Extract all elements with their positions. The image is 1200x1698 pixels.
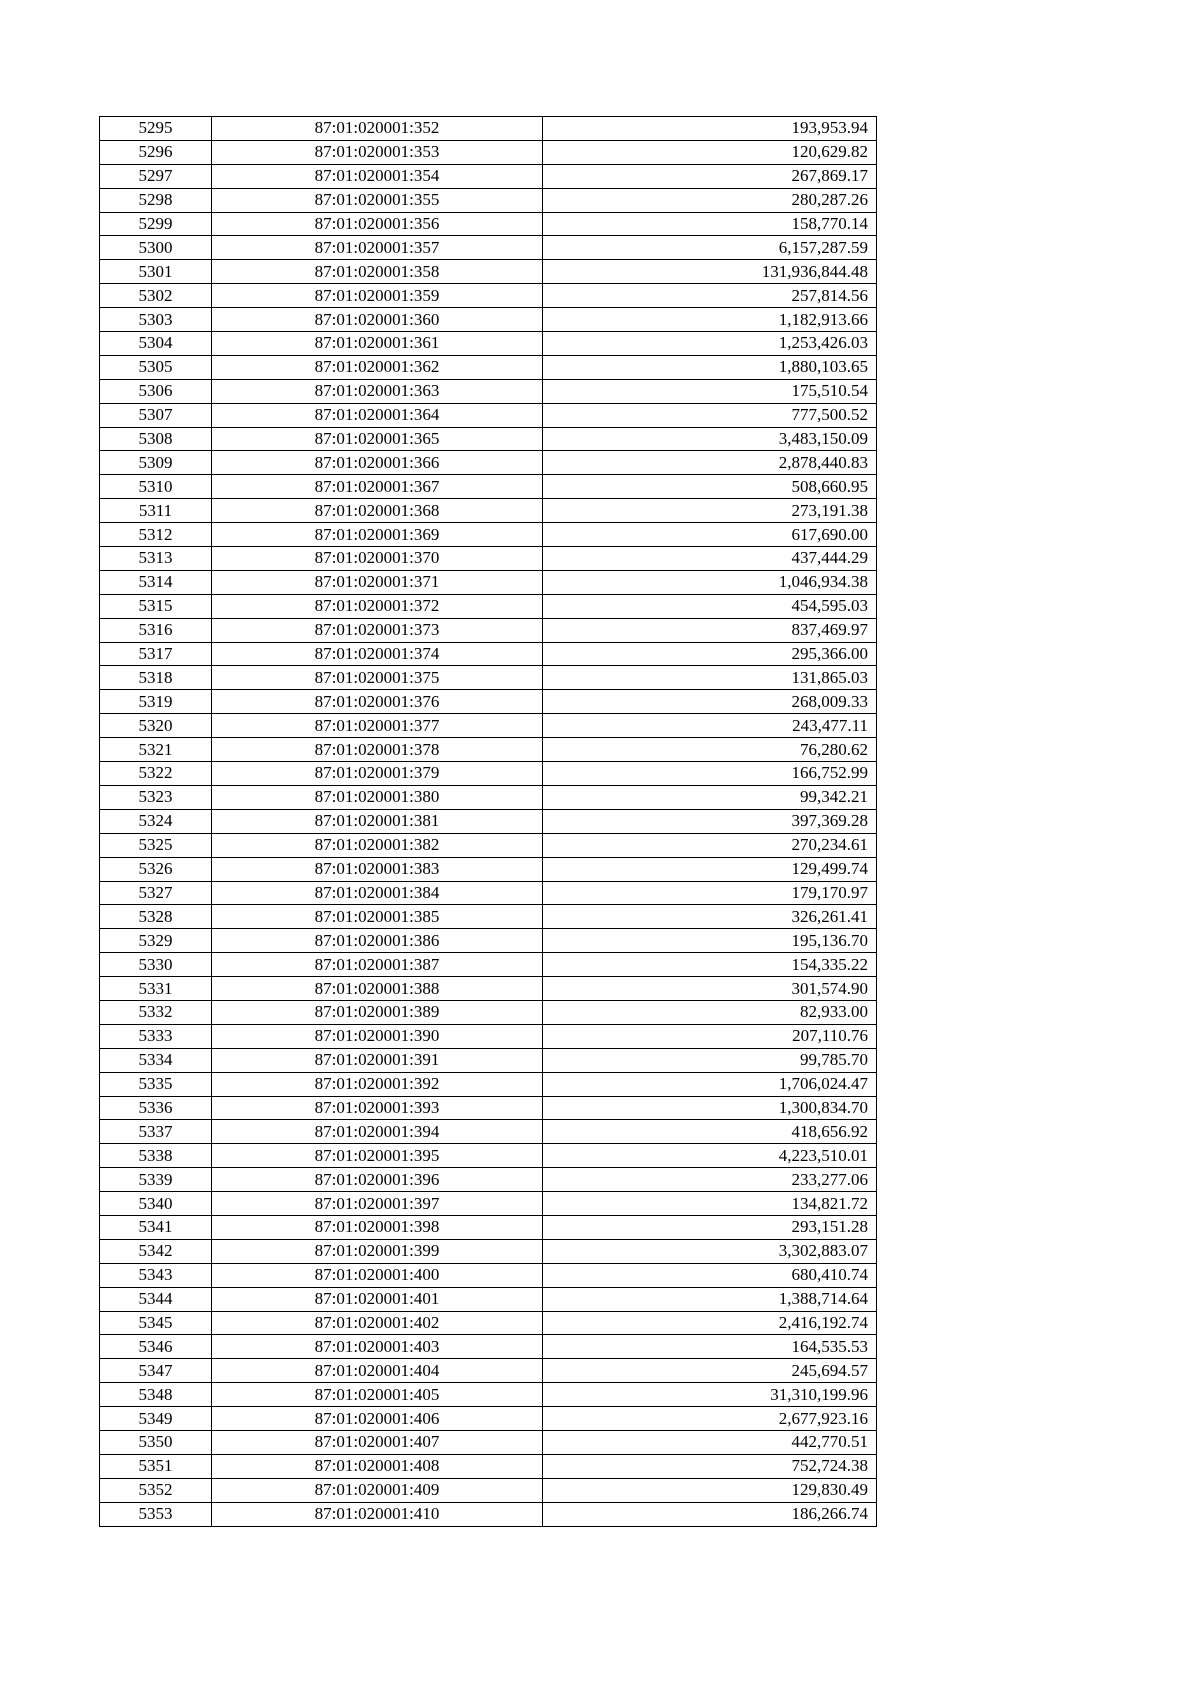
table-row xyxy=(100,1478,877,1502)
cadastral-number-cell: 87:01:020001:393 xyxy=(212,1096,543,1120)
value-cell: 454,595.03 xyxy=(543,594,877,618)
cadastral-number-cell: 87:01:020001:375 xyxy=(212,666,543,690)
value-cell: 1,388,714.64 xyxy=(543,1287,877,1311)
value-cell: 4,223,510.01 xyxy=(543,1144,877,1168)
cadastral-number-cell: 87:01:020001:386 xyxy=(212,929,543,953)
row-number-cell: 5312 xyxy=(100,523,212,547)
table-row xyxy=(100,1024,877,1048)
value-cell: 31,310,199.96 xyxy=(543,1383,877,1407)
row-number-cell: 5310 xyxy=(100,475,212,499)
cadastral-number-cell: 87:01:020001:396 xyxy=(212,1168,543,1192)
table-row xyxy=(100,977,877,1001)
table-row xyxy=(100,475,877,499)
table-row xyxy=(100,355,877,379)
value-cell: 442,770.51 xyxy=(543,1430,877,1454)
cadastral-number-cell: 87:01:020001:391 xyxy=(212,1048,543,1072)
row-number-cell: 5332 xyxy=(100,1000,212,1024)
table-row xyxy=(100,1407,877,1431)
cadastral-number-cell: 87:01:020001:378 xyxy=(212,738,543,762)
row-number-cell: 5345 xyxy=(100,1311,212,1335)
cadastral-number-cell: 87:01:020001:407 xyxy=(212,1430,543,1454)
value-cell: 245,694.57 xyxy=(543,1359,877,1383)
cadastral-number-cell: 87:01:020001:364 xyxy=(212,403,543,427)
row-number-cell: 5322 xyxy=(100,762,212,786)
cadastral-number-cell: 87:01:020001:409 xyxy=(212,1478,543,1502)
row-number-cell: 5307 xyxy=(100,403,212,427)
cadastral-number-cell: 87:01:020001:398 xyxy=(212,1215,543,1239)
row-number-cell: 5352 xyxy=(100,1478,212,1502)
cadastral-number-cell: 87:01:020001:382 xyxy=(212,833,543,857)
table-row xyxy=(100,1335,877,1359)
cadastral-number-cell: 87:01:020001:399 xyxy=(212,1239,543,1263)
cadastral-number-cell: 87:01:020001:352 xyxy=(212,117,543,141)
value-cell: 301,574.90 xyxy=(543,977,877,1001)
value-cell: 1,300,834.70 xyxy=(543,1096,877,1120)
table-row xyxy=(100,1311,877,1335)
value-cell: 120,629.82 xyxy=(543,140,877,164)
value-cell: 129,499.74 xyxy=(543,857,877,881)
value-cell: 680,410.74 xyxy=(543,1263,877,1287)
row-number-cell: 5353 xyxy=(100,1502,212,1526)
value-cell: 131,865.03 xyxy=(543,666,877,690)
cadastral-number-cell: 87:01:020001:372 xyxy=(212,594,543,618)
row-number-cell: 5304 xyxy=(100,332,212,356)
table-row xyxy=(100,523,877,547)
value-cell: 158,770.14 xyxy=(543,212,877,236)
cadastral-number-cell: 87:01:020001:394 xyxy=(212,1120,543,1144)
table-row xyxy=(100,1168,877,1192)
row-number-cell: 5320 xyxy=(100,714,212,738)
row-number-cell: 5298 xyxy=(100,188,212,212)
row-number-cell: 5347 xyxy=(100,1359,212,1383)
row-number-cell: 5328 xyxy=(100,905,212,929)
row-number-cell: 5309 xyxy=(100,451,212,475)
row-number-cell: 5339 xyxy=(100,1168,212,1192)
cadastral-number-cell: 87:01:020001:365 xyxy=(212,427,543,451)
value-cell: 418,656.92 xyxy=(543,1120,877,1144)
table-row xyxy=(100,260,877,284)
cadastral-number-cell: 87:01:020001:380 xyxy=(212,785,543,809)
cadastral-number-cell: 87:01:020001:379 xyxy=(212,762,543,786)
value-cell: 1,253,426.03 xyxy=(543,332,877,356)
table-row xyxy=(100,1287,877,1311)
table-row xyxy=(100,427,877,451)
row-number-cell: 5344 xyxy=(100,1287,212,1311)
row-number-cell: 5350 xyxy=(100,1430,212,1454)
table-row xyxy=(100,642,877,666)
cadastral-number-cell: 87:01:020001:374 xyxy=(212,642,543,666)
value-cell: 295,366.00 xyxy=(543,642,877,666)
table-row xyxy=(100,1359,877,1383)
table-row xyxy=(100,403,877,427)
value-cell: 6,157,287.59 xyxy=(543,236,877,260)
value-cell: 280,287.26 xyxy=(543,188,877,212)
row-number-cell: 5301 xyxy=(100,260,212,284)
value-cell: 1,706,024.47 xyxy=(543,1072,877,1096)
table-row xyxy=(100,332,877,356)
row-number-cell: 5306 xyxy=(100,379,212,403)
cadastral-number-cell: 87:01:020001:384 xyxy=(212,881,543,905)
value-cell: 837,469.97 xyxy=(543,618,877,642)
row-number-cell: 5327 xyxy=(100,881,212,905)
value-cell: 777,500.52 xyxy=(543,403,877,427)
cadastral-number-cell: 87:01:020001:368 xyxy=(212,499,543,523)
table-row xyxy=(100,1000,877,1024)
row-number-cell: 5340 xyxy=(100,1192,212,1216)
value-cell: 270,234.61 xyxy=(543,833,877,857)
value-cell: 437,444.29 xyxy=(543,547,877,571)
table-row xyxy=(100,1096,877,1120)
value-cell: 267,869.17 xyxy=(543,164,877,188)
row-number-cell: 5331 xyxy=(100,977,212,1001)
table-row xyxy=(100,809,877,833)
value-cell: 175,510.54 xyxy=(543,379,877,403)
row-number-cell: 5334 xyxy=(100,1048,212,1072)
table-row xyxy=(100,1263,877,1287)
value-cell: 397,369.28 xyxy=(543,809,877,833)
value-cell: 166,752.99 xyxy=(543,762,877,786)
table-row xyxy=(100,164,877,188)
cadastral-number-cell: 87:01:020001:404 xyxy=(212,1359,543,1383)
cadastral-number-cell: 87:01:020001:376 xyxy=(212,690,543,714)
cadastral-number-cell: 87:01:020001:406 xyxy=(212,1407,543,1431)
table-row xyxy=(100,1120,877,1144)
cadastral-number-cell: 87:01:020001:377 xyxy=(212,714,543,738)
row-number-cell: 5295 xyxy=(100,117,212,141)
table-row xyxy=(100,1430,877,1454)
table-row xyxy=(100,570,877,594)
cadastral-number-cell: 87:01:020001:357 xyxy=(212,236,543,260)
row-number-cell: 5302 xyxy=(100,284,212,308)
cadastral-number-cell: 87:01:020001:359 xyxy=(212,284,543,308)
row-number-cell: 5329 xyxy=(100,929,212,953)
row-number-cell: 5338 xyxy=(100,1144,212,1168)
row-number-cell: 5348 xyxy=(100,1383,212,1407)
value-cell: 76,280.62 xyxy=(543,738,877,762)
cadastral-number-cell: 87:01:020001:354 xyxy=(212,164,543,188)
table-row xyxy=(100,1072,877,1096)
cadastral-number-cell: 87:01:020001:369 xyxy=(212,523,543,547)
value-cell: 2,677,923.16 xyxy=(543,1407,877,1431)
table-row xyxy=(100,236,877,260)
table-row xyxy=(100,785,877,809)
table-row xyxy=(100,284,877,308)
table-row xyxy=(100,857,877,881)
cadastral-number-cell: 87:01:020001:401 xyxy=(212,1287,543,1311)
cadastral-number-cell: 87:01:020001:360 xyxy=(212,308,543,332)
cadastral-number-cell: 87:01:020001:408 xyxy=(212,1454,543,1478)
table-row xyxy=(100,1383,877,1407)
table-row xyxy=(100,140,877,164)
table-row xyxy=(100,618,877,642)
table-row xyxy=(100,1144,877,1168)
row-number-cell: 5314 xyxy=(100,570,212,594)
row-number-cell: 5333 xyxy=(100,1024,212,1048)
value-cell: 82,933.00 xyxy=(543,1000,877,1024)
cadastral-number-cell: 87:01:020001:381 xyxy=(212,809,543,833)
value-cell: 752,724.38 xyxy=(543,1454,877,1478)
row-number-cell: 5297 xyxy=(100,164,212,188)
value-cell: 2,878,440.83 xyxy=(543,451,877,475)
cadastral-number-cell: 87:01:020001:353 xyxy=(212,140,543,164)
value-cell: 154,335.22 xyxy=(543,953,877,977)
cadastral-number-cell: 87:01:020001:373 xyxy=(212,618,543,642)
table-row xyxy=(100,905,877,929)
value-cell: 268,009.33 xyxy=(543,690,877,714)
table-row xyxy=(100,833,877,857)
table-row xyxy=(100,929,877,953)
row-number-cell: 5308 xyxy=(100,427,212,451)
value-cell: 3,483,150.09 xyxy=(543,427,877,451)
cadastral-number-cell: 87:01:020001:371 xyxy=(212,570,543,594)
row-number-cell: 5300 xyxy=(100,236,212,260)
cadastral-number-cell: 87:01:020001:358 xyxy=(212,260,543,284)
value-cell: 186,266.74 xyxy=(543,1502,877,1526)
value-cell: 1,182,913.66 xyxy=(543,308,877,332)
table-row xyxy=(100,1502,877,1526)
cadastral-number-cell: 87:01:020001:366 xyxy=(212,451,543,475)
row-number-cell: 5299 xyxy=(100,212,212,236)
row-number-cell: 5303 xyxy=(100,308,212,332)
cadastral-number-cell: 87:01:020001:410 xyxy=(212,1502,543,1526)
value-cell: 2,416,192.74 xyxy=(543,1311,877,1335)
cadastral-number-cell: 87:01:020001:403 xyxy=(212,1335,543,1359)
table-row xyxy=(100,547,877,571)
value-cell: 207,110.76 xyxy=(543,1024,877,1048)
row-number-cell: 5311 xyxy=(100,499,212,523)
table-row xyxy=(100,1454,877,1478)
table-row xyxy=(100,666,877,690)
cadastral-number-cell: 87:01:020001:400 xyxy=(212,1263,543,1287)
cadastral-number-cell: 87:01:020001:390 xyxy=(212,1024,543,1048)
row-number-cell: 5330 xyxy=(100,953,212,977)
value-cell: 131,936,844.48 xyxy=(543,260,877,284)
table-row xyxy=(100,451,877,475)
table-row xyxy=(100,212,877,236)
cadastral-value-table xyxy=(99,116,877,1527)
table-row xyxy=(100,117,877,141)
table-row xyxy=(100,1192,877,1216)
row-number-cell: 5351 xyxy=(100,1454,212,1478)
value-cell: 3,302,883.07 xyxy=(543,1239,877,1263)
value-cell: 1,880,103.65 xyxy=(543,355,877,379)
cadastral-number-cell: 87:01:020001:387 xyxy=(212,953,543,977)
row-number-cell: 5321 xyxy=(100,738,212,762)
table-row xyxy=(100,499,877,523)
table-row xyxy=(100,188,877,212)
table-row xyxy=(100,308,877,332)
table-row xyxy=(100,594,877,618)
row-number-cell: 5318 xyxy=(100,666,212,690)
value-cell: 129,830.49 xyxy=(543,1478,877,1502)
value-cell: 508,660.95 xyxy=(543,475,877,499)
value-cell: 99,342.21 xyxy=(543,785,877,809)
value-cell: 617,690.00 xyxy=(543,523,877,547)
row-number-cell: 5324 xyxy=(100,809,212,833)
cadastral-number-cell: 87:01:020001:367 xyxy=(212,475,543,499)
table-row xyxy=(100,714,877,738)
value-cell: 99,785.70 xyxy=(543,1048,877,1072)
row-number-cell: 5323 xyxy=(100,785,212,809)
row-number-cell: 5326 xyxy=(100,857,212,881)
cadastral-number-cell: 87:01:020001:356 xyxy=(212,212,543,236)
cadastral-number-cell: 87:01:020001:361 xyxy=(212,332,543,356)
table-row xyxy=(100,953,877,977)
value-cell: 243,477.11 xyxy=(543,714,877,738)
table-row xyxy=(100,1215,877,1239)
value-cell: 273,191.38 xyxy=(543,499,877,523)
value-cell: 164,535.53 xyxy=(543,1335,877,1359)
table-row xyxy=(100,881,877,905)
cadastral-number-cell: 87:01:020001:397 xyxy=(212,1192,543,1216)
cadastral-number-cell: 87:01:020001:362 xyxy=(212,355,543,379)
row-number-cell: 5346 xyxy=(100,1335,212,1359)
cadastral-number-cell: 87:01:020001:355 xyxy=(212,188,543,212)
table-row xyxy=(100,1048,877,1072)
table-row xyxy=(100,690,877,714)
row-number-cell: 5341 xyxy=(100,1215,212,1239)
row-number-cell: 5349 xyxy=(100,1407,212,1431)
value-cell: 195,136.70 xyxy=(543,929,877,953)
row-number-cell: 5336 xyxy=(100,1096,212,1120)
value-cell: 134,821.72 xyxy=(543,1192,877,1216)
cadastral-number-cell: 87:01:020001:388 xyxy=(212,977,543,1001)
cadastral-number-cell: 87:01:020001:385 xyxy=(212,905,543,929)
cadastral-number-cell: 87:01:020001:370 xyxy=(212,547,543,571)
cadastral-number-cell: 87:01:020001:402 xyxy=(212,1311,543,1335)
value-cell: 257,814.56 xyxy=(543,284,877,308)
cadastral-number-cell: 87:01:020001:363 xyxy=(212,379,543,403)
row-number-cell: 5337 xyxy=(100,1120,212,1144)
cadastral-number-cell: 87:01:020001:392 xyxy=(212,1072,543,1096)
row-number-cell: 5296 xyxy=(100,140,212,164)
row-number-cell: 5342 xyxy=(100,1239,212,1263)
row-number-cell: 5316 xyxy=(100,618,212,642)
table-row xyxy=(100,1239,877,1263)
row-number-cell: 5305 xyxy=(100,355,212,379)
value-cell: 233,277.06 xyxy=(543,1168,877,1192)
value-cell: 179,170.97 xyxy=(543,881,877,905)
table-row xyxy=(100,379,877,403)
row-number-cell: 5335 xyxy=(100,1072,212,1096)
table-row xyxy=(100,738,877,762)
row-number-cell: 5315 xyxy=(100,594,212,618)
row-number-cell: 5325 xyxy=(100,833,212,857)
row-number-cell: 5317 xyxy=(100,642,212,666)
value-cell: 326,261.41 xyxy=(543,905,877,929)
row-number-cell: 5343 xyxy=(100,1263,212,1287)
value-cell: 193,953.94 xyxy=(543,117,877,141)
cadastral-number-cell: 87:01:020001:405 xyxy=(212,1383,543,1407)
value-cell: 293,151.28 xyxy=(543,1215,877,1239)
cadastral-number-cell: 87:01:020001:395 xyxy=(212,1144,543,1168)
row-number-cell: 5313 xyxy=(100,547,212,571)
table-row xyxy=(100,762,877,786)
cadastral-number-cell: 87:01:020001:383 xyxy=(212,857,543,881)
table-body xyxy=(100,117,877,1527)
row-number-cell: 5319 xyxy=(100,690,212,714)
cadastral-number-cell: 87:01:020001:389 xyxy=(212,1000,543,1024)
value-cell: 1,046,934.38 xyxy=(543,570,877,594)
